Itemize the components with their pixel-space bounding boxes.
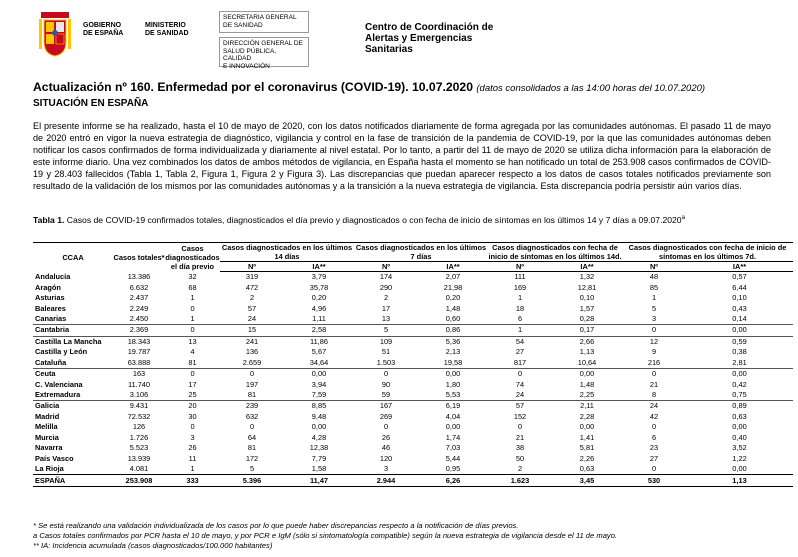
table-cell: 120 [379, 453, 393, 463]
table-cell: 0 [651, 422, 657, 432]
table-cell: 0 [651, 369, 657, 379]
table-cell: 4,28 [311, 432, 327, 442]
table-cell: 81 [165, 358, 220, 369]
table-cell: 3.106 [113, 390, 165, 401]
table-cell: 12,38 [309, 443, 329, 453]
table-cell: 169 [513, 282, 527, 292]
ccaa-name: Asturias [35, 293, 65, 303]
table-cell: 0,38 [732, 347, 747, 357]
table-caption: Tabla 1. Casos de COVID-19 confirmados totales, diagnosticados el día previo y diagnosticados o con fecha de inicio de síntomas en los últimos 14 y 7 días a 09.07.2020$^a$ [33, 215, 685, 225]
section-heading: SITUACIÓN EN ESPAÑA [33, 98, 149, 109]
table-cell: 0,57 [732, 272, 747, 282]
table-cell: 38 [515, 443, 525, 453]
total-label: ESPAÑA [33, 475, 113, 486]
table-cell: 290 [379, 282, 393, 292]
table-cell: 5 [651, 303, 657, 313]
table-cell: 0,42 [732, 379, 747, 389]
table-cell: 174 [379, 272, 393, 282]
table-cell: 4,96 [311, 303, 327, 313]
government-logo [33, 10, 213, 62]
centro-coordinacion: Centro de Coordinación de Alertas y Emergencias Sanitarias [365, 22, 494, 55]
table-cell: 5,81 [579, 443, 595, 453]
table-cell: 1 [488, 325, 552, 336]
intro-paragraph: El presente informe se ha realizado, hasta el 10 de mayo de 2020, con los datos notificados diariamente de forma agregada por las comunidades autónomas. El pasado 11 de mayo de 2020 entró en vigor la nueva estrategia de diagnóstico, vigilancia y control en la fase de transición de la pandemia de COVID-19, por la que las comunidades autónomas deben notificar los casos confirmados de forma individualizada y diariamente al nivel estatal. Por lo tanto, a partir del 11 de mayo de 2020 se utiliza dicha información para la elaboración de este informe diario. Una vez combinados los datos de ambos métodos de vigilancia, en España hasta el momento se han notificado un total de 253.908 casos confirmados de COVID-19 y 28.403 fallecidos (Tabla 1, Tabla 2, Figura 1, Figura 2 y Figura 3). Las discrepancias que puedan aparecer respecto a los datos de casos totales notificados previamente son resultado de la validación de los mismos por las comunidades autónomas y a la transición a la nueva estrategia de vigilancia. Esta discrepancia podría persistir aún varios días. [33, 121, 771, 191]
table-cell: 1.726 [129, 432, 149, 442]
table-cell: 0,28 [552, 314, 622, 325]
total-cell: 5.396 [220, 475, 284, 486]
table-cell: 0 [517, 422, 523, 432]
table-cell: 3,79 [311, 272, 327, 282]
table-cell: 26 [381, 432, 391, 442]
footnote: * Se está realizando una validación individualizada de los casos por lo que puede haber discrepancias respecto a la notificación de días previos. [33, 521, 519, 530]
table-cell: 85 [649, 282, 659, 292]
table-cell: 17 [188, 379, 197, 389]
table-cell: 12 [649, 336, 659, 346]
table-cell: 13 [188, 336, 197, 346]
header-n: Nº [354, 262, 418, 272]
table-cell: 1,74 [445, 432, 461, 442]
table-cell: 269 [379, 411, 393, 421]
table-cell: 12,81 [577, 282, 597, 292]
table-cell: 0 [383, 422, 389, 432]
table-cell: 2,25 [552, 390, 622, 401]
table-cell: 3 [190, 432, 195, 442]
header-ia: IA** [418, 262, 488, 272]
table-cell: 2.437 [129, 293, 149, 303]
table-cell: 5,44 [445, 453, 461, 463]
header-sintomas-14d: Casos diagnosticados con fecha de inicio de síntomas en los últimos 14d. [488, 243, 622, 261]
total-cell: 11,47 [284, 475, 354, 486]
table-cell: 4,04 [445, 411, 461, 421]
coat-of-arms-icon [35, 10, 75, 60]
table-cell: 10,64 [552, 358, 622, 369]
ccaa-name: C. Valenciana [35, 379, 83, 389]
table-cell: 136 [245, 347, 259, 357]
table-cell: 0,17 [552, 325, 622, 336]
table-cell: 3,94 [311, 379, 327, 389]
table-cell: 5 [249, 464, 255, 474]
table-cell: 0 [622, 325, 686, 336]
table-cell: 172 [245, 453, 259, 463]
gobierno-label: GOBIERNO DE ESPAÑA [83, 22, 124, 37]
table-cell: 3 [383, 464, 389, 474]
table-cell: 2.249 [129, 303, 149, 313]
table-cell: 2,13 [445, 347, 461, 357]
table-cell: 0 [249, 369, 255, 379]
total-cell: 3,45 [552, 475, 622, 486]
table-row [33, 422, 793, 432]
table-cell: 6 [488, 314, 552, 325]
table-cell: 57 [515, 401, 525, 411]
table-row [33, 453, 793, 463]
table-cell: 5,67 [311, 347, 327, 357]
table-cell: 0 [517, 369, 523, 379]
table-cell: 9 [651, 347, 657, 357]
table-row [33, 443, 793, 453]
table-cell: 17 [381, 303, 391, 313]
table-cell: 319 [245, 272, 259, 282]
table-cell: 2 [249, 293, 255, 303]
ccaa-name: Navarra [35, 443, 63, 453]
table-cell: 18.343 [127, 336, 151, 346]
table-cell: 13.939 [127, 453, 151, 463]
table-cell: 3,52 [732, 443, 747, 453]
table-cell: 0 [190, 303, 195, 313]
table-cell: 48 [649, 272, 659, 282]
table-cell: 25 [165, 390, 220, 401]
header-ia: IA** [552, 262, 622, 272]
table-cell: 24 [649, 401, 659, 411]
footnote: ** IA: Incidencia acumulada (casos diagnosticados/100.000 habitantes) [33, 541, 273, 550]
table-cell: 50 [515, 453, 525, 463]
table-cell: 23 [649, 443, 659, 453]
table-cell: 42 [649, 411, 659, 421]
table-cell: 21,98 [443, 282, 463, 292]
table-row [33, 347, 793, 357]
table-cell: 26 [188, 443, 197, 453]
table-cell: 1 [190, 464, 195, 474]
ccaa-name: Extremadura [33, 390, 113, 401]
table-cell: 2,58 [284, 325, 354, 336]
ccaa-name: Castilla La Mancha [35, 336, 102, 346]
table-cell: 0 [190, 422, 195, 432]
table-cell: 0 [165, 325, 220, 336]
table-cell: 32 [188, 271, 197, 281]
table-cell: 24 [220, 314, 284, 325]
ccaa-name: Baleares [35, 303, 66, 313]
total-cell: 530 [622, 475, 686, 486]
ccaa-name: Aragón [35, 282, 61, 292]
table-cell: 30 [188, 411, 197, 421]
table-cell: 5,53 [418, 390, 488, 401]
table-cell: 0,60 [418, 314, 488, 325]
ccaa-name: Andalucía [35, 271, 71, 281]
ccaa-name: Canarias [33, 314, 113, 325]
table-cell: 5,36 [445, 336, 461, 346]
table-cell: 0,63 [732, 411, 747, 421]
table-cell: 632 [245, 411, 259, 421]
header-ia: IA** [686, 262, 793, 272]
table-cell: 51 [381, 347, 391, 357]
table-cell: 2.369 [113, 325, 165, 336]
table-cell: 2 [383, 293, 389, 303]
table-cell: 0 [383, 369, 389, 379]
table-cell: 21 [649, 379, 659, 389]
table-cell: 2.450 [113, 314, 165, 325]
table-cell: 0 [190, 369, 195, 379]
total-cell: 2.944 [354, 475, 418, 486]
ccaa-name: Murcia [35, 432, 59, 442]
report-title: Actualización nº 160. Enfermedad por el coronavirus (COVID-19). 10.07.2020 (datos consolidados a las 14:00 horas del 10.07.2020) [33, 80, 706, 94]
table-cell: 4 [190, 347, 195, 357]
table-cell: 8,85 [311, 401, 327, 411]
table-cell: 11.740 [127, 379, 151, 389]
table-cell: 1,48 [445, 303, 461, 313]
table-cell: 111 [514, 272, 526, 282]
table-cell: 239 [245, 401, 259, 411]
table-cell: 15 [220, 325, 284, 336]
table-cell: 63.888 [113, 358, 165, 369]
table-cell: 1 [651, 293, 657, 303]
table-cell: 2,11 [580, 401, 594, 411]
table-cell: 7,59 [284, 390, 354, 401]
table-cell: 1,48 [579, 379, 595, 389]
table-cell: 21 [515, 432, 525, 442]
ministerio-label: MINISTERIO DE SANIDAD [145, 22, 189, 37]
table-cell: 13.386 [127, 271, 151, 281]
table-cell: 19.787 [127, 347, 151, 357]
table-cell: 0,86 [418, 325, 488, 336]
table-row [33, 303, 793, 313]
table-cell: 27 [649, 453, 659, 463]
table-cell: 46 [381, 443, 391, 453]
table-row [33, 464, 793, 475]
table-cell: 0,00 [732, 369, 747, 379]
header-ia: IA** [284, 262, 354, 272]
direccion-box: DIRECCIÓN GENERAL DE SALUD PÚBLICA, CALIDAD E INNOVACIÓN [219, 37, 309, 67]
table-row [33, 433, 793, 443]
table-cell: 18 [515, 303, 525, 313]
table-cell: 72.532 [127, 411, 151, 421]
table-cell: 0,00 [686, 325, 793, 336]
table-cell: 109 [379, 336, 393, 346]
header-n: Nº [220, 262, 284, 272]
header-ccaa: CCAA [33, 243, 113, 272]
table-cell: 1,32 [579, 272, 595, 282]
table-cell: 1 [190, 293, 195, 303]
table-cell: 6 [651, 432, 657, 442]
table-cell: 0,00 [579, 369, 595, 379]
table-cell: 1,80 [445, 379, 461, 389]
header-7d: Casos diagnosticados en los últimos 7 días [355, 243, 487, 261]
ccaa-name: Cantabria [33, 325, 113, 336]
ccaa-name: Cataluña [33, 358, 113, 369]
total-cell: 6,26 [418, 475, 488, 486]
table-row [33, 390, 793, 401]
table-cell: 126 [132, 422, 146, 432]
table-cell: 0,10 [579, 293, 595, 303]
table-cell: 152 [513, 411, 527, 421]
table-row [33, 379, 793, 389]
table-cell: 34,64 [284, 358, 354, 369]
table-cell: 167 [379, 401, 393, 411]
ccaa-name: Melilla [35, 422, 58, 432]
table-cell: 0,10 [732, 293, 747, 303]
table-cell: 0,89 [732, 401, 747, 411]
table-cell: 0,40 [732, 432, 747, 442]
table-cell: 0,00 [445, 422, 461, 432]
header-n: Nº [488, 262, 552, 272]
ccaa-name: Castilla y León [35, 347, 88, 357]
table-cell: 0,63 [579, 464, 595, 474]
table-cell: 1,58 [311, 464, 327, 474]
secretaria-box: SECRETARIA GENERAL DE SANIDAD DIRECCIÓN GENERAL DE SALUD PÚBLICA, CALIDAD E INNOVACIÓN [219, 11, 309, 67]
table-cell: 54 [515, 336, 525, 346]
table-cell: 0,00 [311, 422, 327, 432]
table-cell: 35,78 [309, 282, 329, 292]
table-row [33, 358, 793, 369]
table-cell: 11,86 [310, 336, 328, 346]
total-cell: 1.623 [488, 475, 552, 486]
table-cell: 7,03 [445, 443, 461, 453]
ccaa-name: La Rioja [35, 464, 64, 474]
footnote: a Casos totales confirmados por PCR hasta el 10 de mayo, y por PCR e IgM (sólo si sintomatología compatible) según la nueva estrategia de vigilancia desde el 11 de mayo. [33, 531, 618, 540]
table-cell: 2,81 [686, 358, 793, 369]
table-cell: 6,19 [445, 401, 461, 411]
table-cell: 27 [515, 347, 525, 357]
header-14d: Casos diagnosticados en los últimos 14 días [221, 243, 353, 261]
table-cell: 2,66 [579, 336, 595, 346]
ccaa-name: Madrid [35, 411, 60, 421]
table-cell: 81 [247, 443, 257, 453]
ccaa-name: Ceuta [35, 369, 56, 379]
table-cell: 0,00 [579, 422, 595, 432]
table-cell: 81 [220, 390, 284, 401]
covid-table [33, 242, 793, 487]
table-row [33, 282, 793, 292]
table-cell: 0,95 [445, 464, 461, 474]
table-cell: 57 [247, 303, 257, 313]
table-cell: 0,00 [732, 422, 747, 432]
table-cell: 216 [622, 358, 686, 369]
total-row [33, 475, 793, 486]
header-sintomas-7d: Casos diagnosticados con fecha de inicio de síntomas en los últimos 7d. [622, 243, 793, 262]
table-cell: 2,26 [579, 453, 595, 463]
table-cell: 2,28 [579, 411, 595, 421]
table-cell: 163 [132, 369, 146, 379]
table-cell: 0,00 [732, 464, 747, 474]
report-title-note: (datos consolidados a las 14:00 horas del 10.07.2020) [476, 83, 706, 94]
table-cell: 68 [188, 282, 197, 292]
table-cell: 1.503 [354, 358, 418, 369]
table-row [33, 412, 793, 422]
table-cell: 3 [622, 314, 686, 325]
table-cell: 0 [249, 422, 255, 432]
table-row [33, 401, 793, 412]
table-cell: 1 [517, 293, 523, 303]
table-cell: 0,00 [311, 369, 327, 379]
table-cell: 0,20 [311, 293, 327, 303]
table-cell: 1 [165, 314, 220, 325]
table-cell: 0,59 [732, 336, 747, 346]
table-cell: 1,11 [284, 314, 354, 325]
total-cell: 1,13 [686, 475, 793, 486]
table-cell: 7,79 [311, 453, 327, 463]
table-row [33, 325, 793, 336]
table-cell: 0,20 [445, 293, 461, 303]
table-cell: 20 [188, 401, 197, 411]
table-cell: 0,14 [686, 314, 793, 325]
table-cell: 9.431 [129, 401, 149, 411]
table-cell: 1,41 [579, 432, 595, 442]
table-cell: 59 [354, 390, 418, 401]
header-n: Nº [622, 262, 686, 272]
table-row [33, 336, 793, 347]
table-cell: 0,43 [732, 303, 747, 313]
total-cell: 333 [165, 475, 220, 486]
table-cell: 1,13 [579, 347, 595, 357]
table-cell: 13 [354, 314, 418, 325]
table-cell: 24 [488, 390, 552, 401]
table-row [33, 293, 793, 303]
table-cell: 6,44 [732, 282, 747, 292]
ccaa-name: Galicia [35, 401, 60, 411]
table-cell: 5 [354, 325, 418, 336]
footnotes [33, 521, 617, 551]
table-cell: 6.632 [129, 282, 149, 292]
table-cell: 64 [247, 432, 257, 442]
table-cell: 74 [515, 379, 525, 389]
total-cell: 253.908 [113, 475, 165, 486]
table-cell: 11 [188, 453, 197, 463]
table-cell: 5.523 [129, 443, 149, 453]
table-cell: 1,57 [579, 303, 595, 313]
table-cell: 1,22 [732, 453, 747, 463]
header-totales: Casos totales* [113, 243, 165, 272]
table-cell: 8 [622, 390, 686, 401]
table-cell: 19,58 [418, 358, 488, 369]
table-row [33, 272, 793, 283]
table-row [33, 368, 793, 379]
table-cell: 2 [517, 464, 523, 474]
table-cell: 4.081 [129, 464, 149, 474]
table-cell: 0,00 [445, 369, 461, 379]
table-cell: 472 [245, 282, 259, 292]
table-row [33, 314, 793, 325]
header-previo: Casos diagnosticados el día previo [165, 243, 220, 271]
table-cell: 2,07 [445, 272, 461, 282]
table-cell: 9,48 [311, 411, 327, 421]
table-cell: 90 [381, 379, 391, 389]
table-cell: 2.659 [220, 358, 284, 369]
ccaa-name: País Vasco [35, 453, 74, 463]
table-cell: 197 [245, 379, 259, 389]
table-cell: 817 [488, 358, 552, 369]
table-cell: 0 [651, 464, 657, 474]
table-cell: 241 [245, 336, 259, 346]
table-cell: 0,75 [686, 390, 793, 401]
